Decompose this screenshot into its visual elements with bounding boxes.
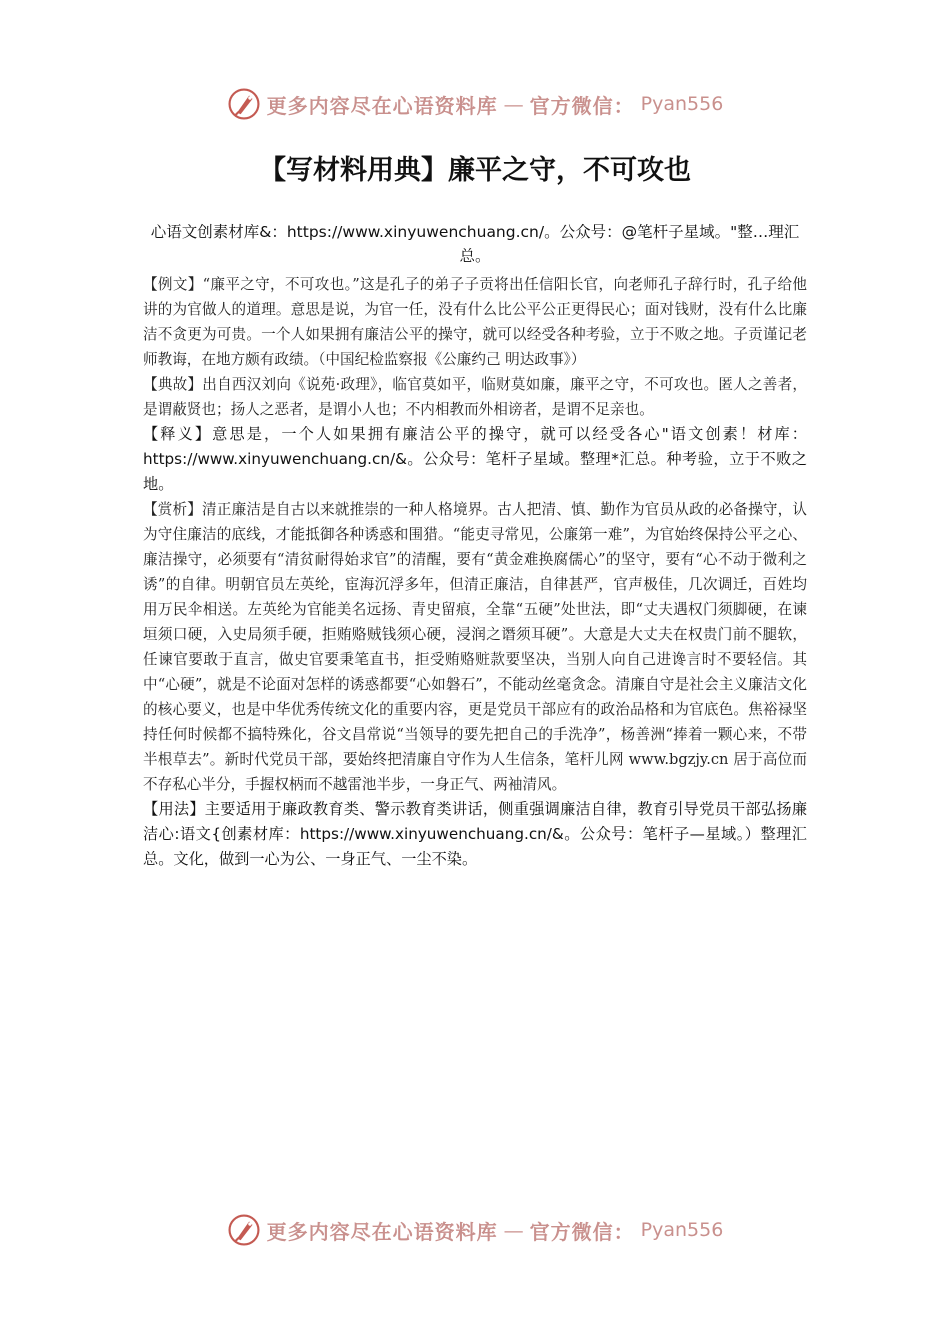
page-title: 【写材料用典】廉平之守，不可攻也 [259,155,691,186]
pen-nib-logo-icon [227,87,261,121]
section-usage [143,797,807,872]
section-meaning [143,422,807,497]
banner-main-text: 更多内容尽在心语资料库 [266,93,498,118]
section-usage-text: 主要适用于廉政教育类、警示教育类讲话，侧重强调廉洁自律，教育引导党员干部弘扬廉洁心:语文{创素材库：https://www.xinyuwenchuang.cn/&。公众号：笔杆子—星域。）整理汇总。文化，做到一心为公、一身正气、一尘不染。 [143,800,808,868]
banner-separator: — [503,92,524,116]
section-example-text: “廉平之守，不可攻也。”这是孔子的弟子子贡将出任信阳长官，向老师孔子辞行时，孔子给他讲的为官做人的道理。意思是说，为官一任，没有什么比公平公正更得民心；面对钱财，没有什么比廉洁不贪更为可贵。一个人如果拥有廉洁公平的操守，就可以经受各种考验，立于不败之地。子贡谨记老师教诲，在地方颇有政绩。（中国纪检监察报《公廉约己 明达政事》） [143,276,807,368]
banner-wechat-id: Pyan556 [640,1219,724,1241]
section-appreciation [143,497,807,797]
section-example [143,272,807,372]
section-appreciation-text: 清正廉洁是自古以来就推崇的一种人格境界。古人把清、慎、勤作为官员从政的必备操守，认为守住廉洁的底线，才能抵御各种诱惑和围猎。“能吏寻常见，公廉第一难”，为官始终保持公平之心、廉洁操守，必须要有“清贫耐得始求官”的清醒，要有“黄金难换腐儒心”的坚守，要有“心不动于微利之诱”的自律。明朝官员左英纶，宦海沉浮多年，但清正廉洁，自律甚严，官声极佳，几次调迁，百姓均用万民伞相送。左英纶为官能美名远扬、青史留痕，全靠“五硬”处世法，即“丈夫遇权门须脚硬，在谏垣须口硬，入史局须手硬，拒贿赂贼钱须心硬，浸润之谮须耳硬”。大意是大丈夫在权贵门前不腿软，任谏官要敢于直言，做史官要秉笔直书，拒受贿赂赃款要坚决，当别人向自己进谗言时不要轻信。其中“心硬”，就是不论面对怎样的诱惑都要“心如磐石”，不能动丝毫贪念。清廉自守是社会主义廉洁文化的核心要义，也是中华优秀传统文化的重要内容，更是党员干部应有的政治品格和为官底色。焦裕禄坚持任何时候都不搞特殊化，谷文昌常说“当领导的要先把自己的手洗净”，杨善洲“捧着一颗心来，不带半根草去”。新时代党员干部，要始终把清廉自守作为人生信条，笔杆儿网 www.bgzjy.cn 居于高位而不存私心半分，手握权柄而不越雷池半步，一身正气、两袖清风。 [143,501,807,793]
pen-nib-logo-icon [227,1213,261,1247]
promo-line: 心语文创素材库&：https://www.xinyuwenchuang.cn/。公众号：@笔杆子星域。"整…理汇总。 [150,223,800,265]
banner-wechat-label: 官方微信： [529,93,635,118]
footer-banner [0,1208,950,1252]
section-source-label: 【典故】 [143,376,203,393]
section-meaning-label: 【释义】 [143,425,213,443]
article-body [143,220,807,872]
banner-separator: — [503,1218,524,1242]
banner-wechat-id: Pyan556 [640,93,724,115]
section-example-label: 【例文】 [143,276,203,293]
banner-wechat-label: 官方微信： [529,1219,635,1244]
section-usage-label: 【用法】 [143,800,205,818]
banner-main-text: 更多内容尽在心语资料库 [266,1219,498,1244]
section-appreciation-label: 【赏析】 [143,501,203,518]
header-banner [0,82,950,126]
section-source-text: 出自西汉刘向《说苑·政理》，临官莫如平，临财莫如廉，廉平之守，不可攻也。匿人之善者，是谓蔽贤也；扬人之恶者，是谓小人也；不内相教而外相谤者，是谓不足亲也。 [143,376,807,418]
section-meaning-text: 意思是，一个人如果拥有廉洁公平的操守，就可以经受各心"语文创素！材库：https://www.xinyuwenchuang.cn/&。公众号：笔杆子星域。整理*汇总。种考验，立于不败之地。 [143,425,807,493]
section-source [143,372,807,422]
